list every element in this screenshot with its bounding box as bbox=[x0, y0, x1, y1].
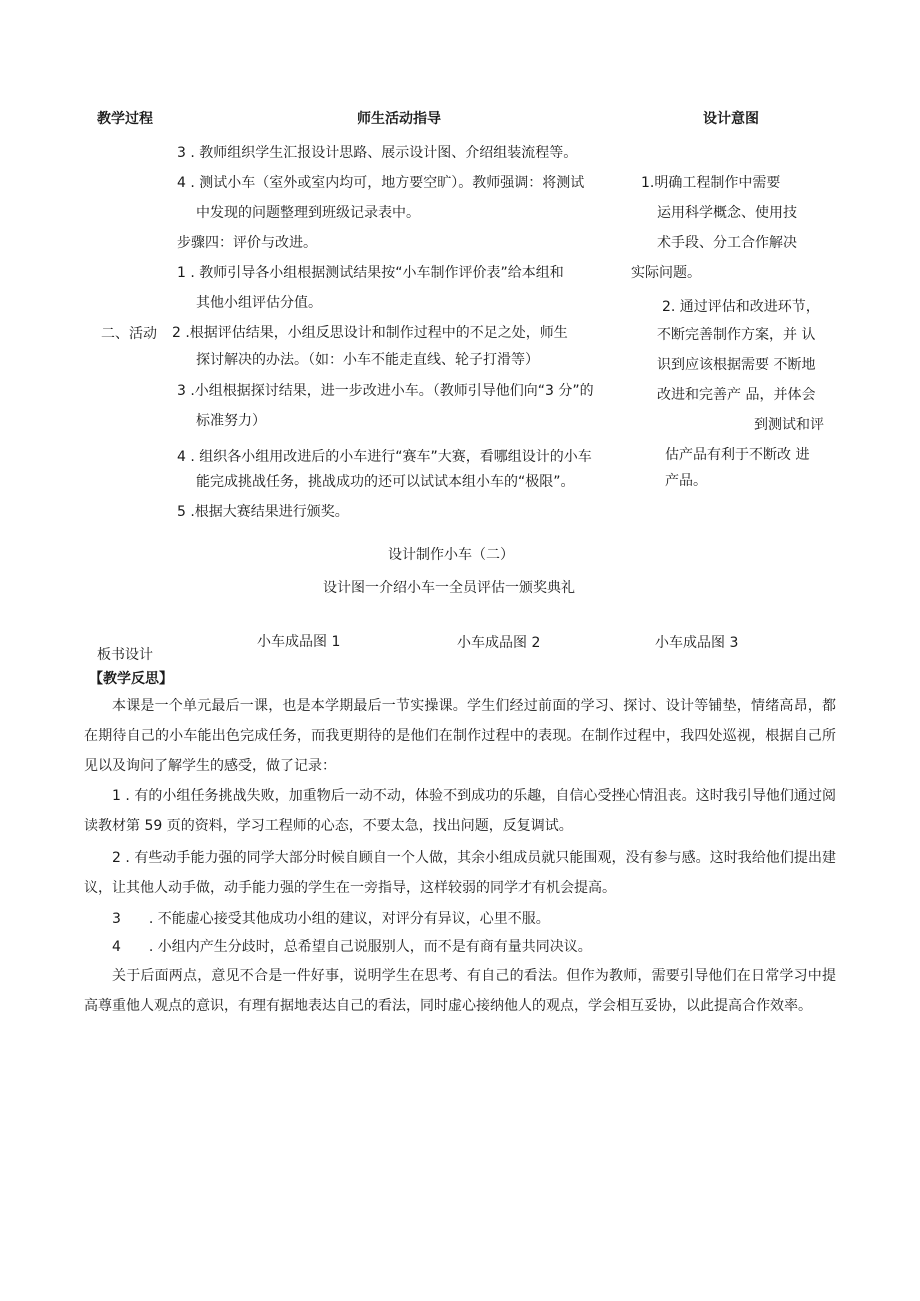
guidance-line: 3 .小组根据探讨结果，进一步改进小车。（教师引导他们向“3 分”的 bbox=[177, 383, 594, 399]
reflection-paragraph: 3 . 不能虚心接受其他成功小组的建议，对评分有异议，心里不服。 bbox=[112, 911, 550, 927]
reflection-paragraph: 4 . 小组内产生分歧时，总希望自己说服别人，而不是有商有量共同决议。 bbox=[112, 939, 592, 955]
guidance-line: 4 . 测试小车（室外或室内均可，地方要空旷）。教师强调：将测试 bbox=[177, 175, 585, 191]
intent-line: 1.明确工程制作中需要 bbox=[641, 175, 781, 191]
board-title: 设计制作小车（二） bbox=[388, 547, 514, 563]
guidance-line: 探讨解决的办法。（如：小车不能走直线、轮子打滑等） bbox=[196, 352, 539, 368]
intent-line: 运用科学概念、使用技 bbox=[657, 205, 797, 221]
guidance-line: 步骤四：评价与改进。 bbox=[177, 235, 317, 251]
stage-label: 二、活动 bbox=[101, 326, 157, 342]
guidance-line: 中发现的问题整理到班级记录表中。 bbox=[196, 205, 420, 221]
intent-line: 改进和完善产 品，并体会 bbox=[657, 387, 816, 403]
guidance-line: 4 . 组织各小组用改进后的小车进行“赛车”大赛，看哪组设计的小车 bbox=[177, 449, 592, 465]
reflection-paragraph: 本课是一个单元最后一课，也是本学期最后一节实操课。学生们经过前面的学习、探讨、设计等铺垫，情绪高昂，都在期待自己的小车能出色完成任务，而我更期待的是他们在制作过程中的表现。在制作过程中，我四处巡视，根据自己所见以及询问了解学生的感受，做了记录： bbox=[84, 698, 836, 774]
reflection-paragraph: 2 . 有些动手能力强的同学大部分时候自顾自一个人做，其余小组成员就只能围观，没有参与感。这时我给他们提出建议，让其他人动手做，动手能力强的学生在一旁指导，这样较弱的同学才有机会提高。 bbox=[84, 850, 836, 896]
intent-line: 到测试和评 bbox=[754, 417, 824, 433]
intent-line: 估产品有利于不断改 进 bbox=[665, 447, 810, 463]
header-process: 教学过程 bbox=[97, 111, 153, 127]
intent-line: 实际问题。 bbox=[631, 265, 701, 281]
guidance-line: 5 .根据大赛结果进行颁奖。 bbox=[177, 504, 349, 520]
board-item-2: 小车成品图 2 bbox=[457, 635, 541, 651]
reflection-paragraph: 1 . 有的小组任务挑战失败，加重物后一动不动，体验不到成功的乐趣，自信心受挫心情沮丧。这时我引导他们通过阅读教材第 59 页的资料，学习工程师的心态，不要太急，找出问题，反复调试。 bbox=[84, 788, 836, 834]
board-item-3: 小车成品图 3 bbox=[655, 635, 739, 651]
guidance-line: 3 . 教师组织学生汇报设计思路、展示设计图、介绍组装流程等。 bbox=[177, 145, 578, 161]
board-label: 板书设计 bbox=[97, 647, 153, 663]
intent-line: 识到应该根据需要 不断地 bbox=[657, 357, 816, 373]
intent-line: 不断完善制作方案，并 认 bbox=[657, 327, 816, 343]
intent-line: 产品。 bbox=[665, 473, 707, 489]
header-intent: 设计意图 bbox=[703, 111, 759, 127]
reflection-paragraph: 关于后面两点，意见不合是一件好事，说明学生在思考、有自己的看法。但作为教师，需要引导他们在日常学习中提高尊重他人观点的意识，有理有据地表达自己的看法，同时虚心接纳他人的观点，学会相互妥协，以此提高合作效率。 bbox=[84, 968, 836, 1014]
board-item-1: 小车成品图 1 bbox=[257, 634, 341, 650]
intent-line: 术手段、分工合作解决 bbox=[657, 235, 797, 251]
guidance-line: 1 . 教师引导各小组根据测试结果按“小车制作评价表”给本组和 bbox=[177, 265, 564, 281]
header-guidance: 师生活动指导 bbox=[357, 111, 441, 127]
guidance-line: 2 .根据评估结果，小组反思设计和制作过程中的不足之处，师生 bbox=[172, 325, 568, 341]
board-flow: 设计图一介绍小车一全员评估一颁奖典礼 bbox=[323, 580, 575, 596]
guidance-line: 其他小组评估分值。 bbox=[196, 295, 322, 311]
guidance-line: 能完成挑战任务，挑战成功的还可以试试本组小车的“极限”。 bbox=[196, 474, 575, 490]
guidance-line: 标准努力） bbox=[196, 413, 266, 429]
intent-line: 2. 通过评估和改进环节， bbox=[662, 299, 820, 315]
reflection-heading: 【教学反思】 bbox=[89, 671, 173, 687]
